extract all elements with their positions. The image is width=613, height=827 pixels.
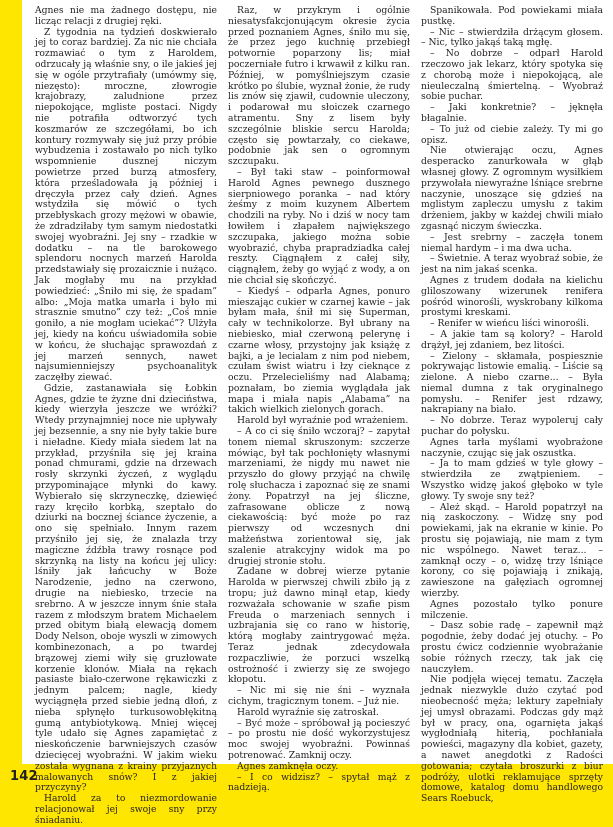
paragraph: Agnes z trudem dodała na kielichu gliloszowany wizerunek renifera pośród winorośli, wyskrobany kilkoma prostymi kreskami. — [421, 274, 603, 319]
paragraph: – Jaki konkretnie? – jęknęła błagalnie. — [421, 102, 603, 124]
paragraph: – I co widzisz? – spytał mąż z nadzieją. — [228, 771, 410, 794]
paragraph: Agnes zamknęła oczy. — [237, 760, 339, 772]
paragraph: Agnes pozostało tylko ponure milczenie. — [421, 598, 603, 621]
paragraph: Nie otwierając oczu, Agnes desperacko zanurkowała w głąb własnej głowy. Z ogromnym wysiłkiem przywołała niewyraźne lśniące srebrne naczynie, unoszące się gdzieś na mglistym zapleczu umysłu z takim drżeniem, jakby w każdej chwili miało zgasnąć niczym świeczka. — [421, 145, 603, 232]
paragraph: – Kiedyś – odparła Agnes, ponuro mieszając cukier w czarnej kawie – jak byłam mała, śnił mi się Superman, cały w technikolorze. Był ubrany na niebiesko, miał czerwoną pelerynę i czarne włosy, przystojny jak książę z bajki, a je lecialam z nim pod niebem, czułam świst wiatru i łzy cieknące z oczu. Przelecieliśmy nad Alabamą; poznałam, bo ziemia wyglądała jak mapa i miała napis „Alabama” na takich wielkich zielonych gorach. — [228, 285, 410, 416]
paragraph: Harold za to niezmordowanie relacjonował jej swoje sny przy śniadaniu. — [35, 793, 217, 826]
paragraph: – No dobrze. Teraz wypoleruj cały puchar do połysku. — [421, 415, 603, 438]
paragraph: – Dasz sobie radę – zapewnił mąż pogodnie, żeby dodać jej otuchy. – Po prostu ćwicz codziennie wyobrażanie sobie różnych rzeczy, tak jak cię nauczyłem. — [421, 620, 603, 675]
paragraph: Z tygodnia na tydzień doskwierało jej to coraz bardziej. Za nic nie chciała rozmawiać o tym z Haroldem, odrzucały ją właśnie sny, o ile jakieś jej się w ogóle przytrafiały (umówmy się, niezęsto): mroczne, złowrogie krajobrazy, zaludnione przez niepokojące, mgliste postaci. Nigdy nie potrafiła odtworzyć tych koszmarów ze szczegółami, bo ich kontury rozmywały się już przy próbie wybudzenia i zostawało po nich tylko wspomnienie dusznej niczym powietrze przed burzą atmosfery, która prześladowała ją później i dręczyła przez cały dzień. Agnes wstydziła się mówić o tych przebłyskach grozy mężowi w obawie, że zdradziłaby tym samym niedostatki swojej wyobraźni. Jej sny – rzadkie w dodatku – na tle barokowego splendoru nocnych marzeń Harolda przedstawiały się prozaicznie i nużąco. Jak mogłaby mu na przykład powiedzieć: „Śniło mi się, że spadam” albo: „Moja matka umarła i było mi strasznie smutno” czy też: „Coś mnie goniło, a nie mogłam uciekać”? Ulżyła jej, kiedy na końcu uświadomiła sobie w końcu, że słuchając sprawozdań z jej marzeń sennych, nawet najsumienniejszy psychoanalityk zaczęłby ziewać. — [35, 26, 217, 384]
paragraph: – Zielony – skłamała, pospiesznie pokrywając listowie emalią. – Liście są zielone. A niebo czarne... – Była niemal dumna z tak oryginalnego pomysłu. – Renifer jest rdzawy, nakrapiany na biało. — [421, 350, 603, 416]
paragraph: – Nic – stwierdziła drżącym głosem. – Nic, tylko jakąś taką mgłę. — [421, 26, 603, 49]
paragraph: – A co ci się śniło wczoraj? – zapytał tonem niemal skruszonym: szczerze mówiąc, był tak pochłonięty własnymi marzeniami, że nigdy mu nawet nie przyszło do głowy przyjąć na chwilę rolę słuchacza i zapoznać się ze snami żony. Popatrzył na jej śliczne, zafrasowane oblicze z nową ciekawością: być może po raz pierwszy od wczesnych dni małżeństwa zorientował się, jak szalenie atrakcyjny widok ma po drugiej stronie stołu. — [228, 426, 410, 567]
paragraph: Nie podjęła więcej tematu. Zaczęła jednak niezwykle dużo czytać pod nieobecność męża; lektury zapełniały jej umysł obrazami. Podczas gdy mąż był w pracy, ona, ogarnięta jakąś wygłodniałą hiterią, pochłaniała powieści, magazyny dla kobiet, gazety, a nawet anegdotki z Radości gotowania; czytała broszurki z biur podróży, ulotki reklamujące sprzęty domowe, katalog domu handlowego Sears Roebuck, — [421, 674, 603, 805]
paragraph: – Świetnie. A teraz wyobraź sobie, że jest na nim jakaś scenka. — [421, 253, 603, 276]
text-column-right — [421, 6, 603, 827]
paragraph: Agnes nie ma żadnego dostępu, nie licząc relacji z drugiej ręki. — [35, 5, 217, 27]
paragraph: Agnes tarła myślami wyobrażone naczynie, czując się jak oszustka. — [421, 436, 603, 459]
paragraph: – Ja to mam gdzieś w tyle głowy – stwierdziła ze zwątpieniem. – Wszystko widzę jakoś głęboko w tyle głowy. Ty swoje sny też? — [421, 458, 603, 502]
text-column-left — [35, 6, 217, 827]
paragraph: – Renifer w wieńcu liści winorośli. — [430, 318, 590, 330]
paragraph: – Być może – spróbował ją pocieszyć – po prostu nie dość wykorzystujesz moc swojej wyobraźni. Powinnaś potrenować. Zamknij oczy. — [228, 717, 410, 761]
paragraph: Spanikowała. Pod powiekami miała pustkę. — [421, 5, 603, 27]
paragraph: Harold był wyraźnie pod wrażeniem. — [237, 415, 409, 427]
paragraph: – To już od ciebie zależy. Ty mi go opisz. — [421, 123, 603, 146]
paragraph: – Był taki staw – poinformował Harold Agnes pewnego dusznego sierpniowego poranka – nad który żeśmy z moim kuzynem Albertem chodzili na ryby. No i dziś w nocy tam łowiłem i złapałem największego szczupaka, jakiego można sobie wyobrazić, chyba prapradziadka całej reszty. Ciągnąłem z całej siły, ciągnąłem, żeby go wyjąć z wody, a on nie chciał się skończyć. — [228, 166, 410, 286]
paragraph: – Ależ skąd. – Harold popatrzył na nią zaskoczony. – Widzę sny pod powiekami, jak na ekranie w kinie. Po prostu się pojawiają, nie mam z tym nic wspólnego. Nawet teraz... – zamknął oczy – o, widzę trzy lśniące korony, co się pojawiają i znikają, zawieszone na gałęziach ogromnej wierzby. — [421, 501, 603, 600]
paragraph: – No dobrze – odparł Harold rzeczowo jak lekarz, który spotyka się z chorobą może i niepokojącą, ale nieuleczalną śmiertelną. – Wyobraź sobie puchar. — [421, 48, 603, 103]
page-number: 142 — [10, 769, 38, 784]
paragraph: – A jakie tam są kolory? – Harold drążył, jej zdaniem, bez litości. — [421, 328, 603, 351]
text-columns — [35, 6, 603, 827]
paragraph: Harold wyraźnie się zatroskał. — [237, 706, 379, 718]
paragraph: – Nic mi się nie śni – wyznała cichym, tragicznym tonem. – Już nie. — [228, 685, 410, 707]
text-column-middle — [228, 6, 410, 827]
paragraph: Gdzie, zastanawiała się Łobkin Agnes, gdzie te żyzne dni dzieciństwa, kiedy wierzyła jeszcze we wróżki? Wtedy przynajmniej noce nie upływały jej bezsennie, a sny nie były takie bure i nieładne. Kiedy miała siedem lat na przykład, przyśniła się jej kraina ponad chmurami, gdzie na drzewach rosły skrzynki życzeń, z wyglądu przypominające młynki do kawy. Wybierało się skrzyneczkę, dziewięć razy kręciło korbką, szeptało do dziurki na bocznej ściance życzenie, a ono się spełniało. Innym razem przyśniło jej się, że znalazła trzy magiczne źdźbła trawy rosnące pod skrzynką na listy na końcu jej ulicy: lśniły jak łańcuchy w Boże Narodzenie, jedno na czerwono, drugie na niebiesko, trzecie na srebrno. A w jeszcze innym śnie stała razem z młodszym bratem Michaelem przed obitym białą elewacją domem Dody Nelson, oboje wyszli w zimowych kombinezonach, a po twardej brązowej ziemi wiły się gruzłowate korzenie klonów. Miała na rękach pasiaste biało-czerwone rękawiczki z jednym palcem; nagle, kiedy wyciągnęła przed siebie jedną dłoń, z nieba spłynęło turkusowobłękitną gumą antybiotykową. Mniej więcej tyle udało się Agnes zapamiętać z nieskończenie barwniejszych czasów dziecięcej wyobraźni. W jakim wieku została wygnana z krainy przyjaznych malowanych snów? I z jakiej przyczyny? — [35, 382, 217, 794]
paragraph: Raz, w przykrym i ogólnie niesatysfakcjonującym okresie życia przed poznaniem Agnes, śniło mu się, że przez jego kuchnię przebiegł potwornie poparzony lis; miał poczerniałe futro i krwawił z kilku ran. Później, w pomyślniejszym czasie krótko po ślubie, wyznał żonie, że rudy lis znów się zjawił, cudownie uleczony, i podarował mu słoiczek czarnego atramentu. Sny z lisem były szczególnie bliskie sercu Harolda; często się powtarzały, co ciekawe, podobnie jak sen o ogromnym szczupaku. — [228, 5, 410, 168]
paragraph: – Jest srebrny – zaczęła tonem niemal hardym – i ma dwa ucha. — [421, 231, 603, 254]
paragraph: Zadane w dobrej wierze pytanie Harolda w pierwszej chwili zbiło ją z tropu; już dawno minął etap, kiedy rozważała schowanie w szafie pism Freuda o marzeniach sennych i uzbrajania się co rano w historię, którą mogłaby zaintrygować męża. Teraz jednak zdecydowała rozpaczliwie, że porzuci wszelką ostrożność i zwierzy się ze swojego kłopotu. — [228, 566, 410, 686]
